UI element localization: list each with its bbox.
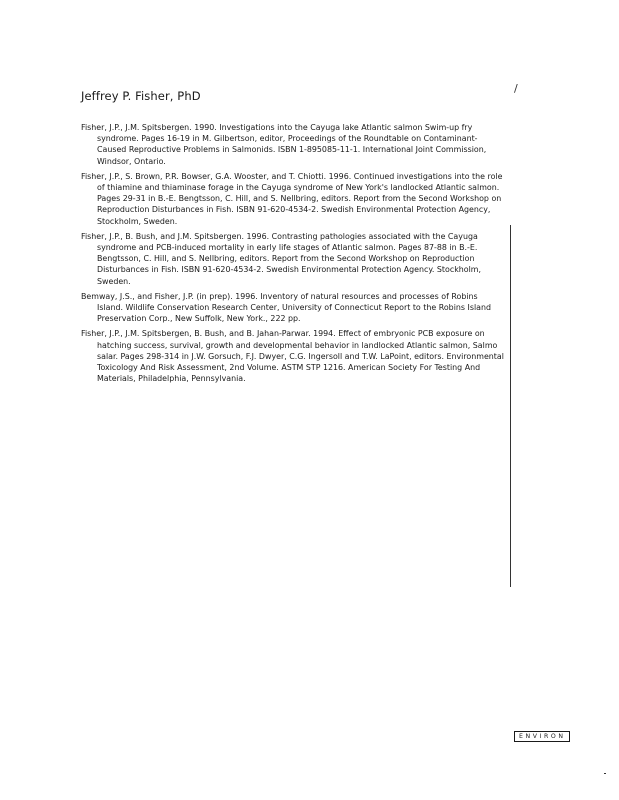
reference-item: Fisher, J.P., J.M. Spitsbergen. 1990. Investigations into the Cayuga lake Atlantic salmon Swim-up fry syndrome. Pages 16-19 in M. Gilbertson, editor, Proceedings of the Roundtable on Contaminant-Caused Reproductive Problems in Salmonids. ISBN 1-895085-11-1. International Joint Commission, Windsor, Ontario. — [81, 123, 487, 166]
scan-speck — [604, 773, 606, 774]
reference-item: Fisher, J.P., S. Brown, P.R. Bowser, G.A. Wooster, and T. Chiotti. 1996. Continued investigations into the role of thiamine and thiaminase forage in the Cayuga syndrome of New York's landlocked Atlantic salmon. Pages 29-31 in B.-E. Bengtsson, C. Hill, and S. Nellbring, editors. Report from the Second Workshop on Reproduction Disturbances in Fish. ISBN 91-620-4534-2. Swedish Environmental Protection Agency, Stockholm, Sweden. — [81, 171, 503, 226]
corner-mark: / — [514, 82, 518, 95]
reference-item: Fisher, J.P., B. Bush, and J.M. Spitsbergen. 1996. Contrasting pathologies associated with the Cayuga syndrome and PCB-induced mortality in early life stages of Atlantic salmon. Pages 87-88 in B.-E. Bengtsson, C. Hill, and S. Nellbring, editors. Report from the Second Workshop on Reproduction Disturbances in Fish. ISBN 91-620-4534-2. Swedish Environmental Protection Agency. Stockholm, Sweden. — [81, 231, 481, 286]
environ-logo: ENVIRON — [514, 731, 570, 742]
page-title: Jeffrey P. Fisher, PhD — [81, 89, 201, 103]
reference-list — [81, 122, 506, 388]
margin-rule — [510, 225, 511, 587]
reference-item: Bemway, J.S., and Fisher, J.P. (in prep). 1996. Inventory of natural resources and processes of Robins Island. Wildlife Conservation Research Center, University of Connecticut Report to the Robins Island Preservation Corp., New Suffolk, New York., 222 pp. — [81, 291, 491, 324]
reference-item: Fisher, J.P., J.M. Spitsbergen, B. Bush, and B. Jahan-Parwar. 1994. Effect of embryonic PCB exposure on hatching success, survival, growth and developmental behavior in landlocked Atlantic salmon, Salmo salar. Pages 298-314 in J.W. Gorsuch, F.J. Dwyer, C.G. Ingersoll and T.W. LaPoint, editors. Environmental Toxicology And Risk Assessment, 2nd Volume. ASTM STP 1216. American Society For Testing And Materials, Philadelphia, Pennsylvania. — [81, 329, 504, 384]
